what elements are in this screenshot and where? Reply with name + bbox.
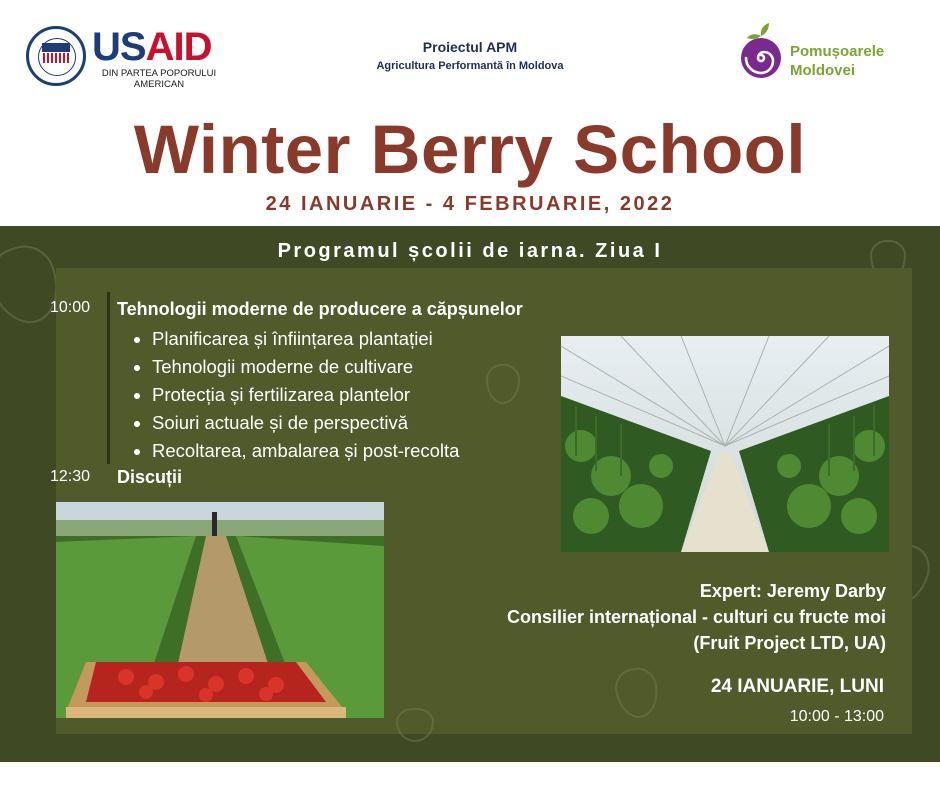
project-title: Proiectul APM [422, 39, 518, 55]
program-heading: Programul școlii de iarna. Ziua I [277, 240, 663, 262]
berry-spiral-logo-icon [738, 22, 784, 80]
strawberry-outline-icon [486, 364, 520, 404]
expert-company: (Fruit Project LTD, UA) [693, 633, 886, 653]
project-subtitle: Agricultura Performantă în Moldova [376, 60, 564, 72]
usaid-wordmark: USAID [92, 25, 212, 69]
greenhouse-photo [561, 336, 889, 552]
footer-strip [0, 762, 940, 788]
session-topics-list [120, 325, 459, 465]
list-item: • Planificarea și înființarea plantației [152, 325, 459, 353]
usaid-seal-logo [26, 26, 86, 86]
project-apm-label [340, 38, 600, 74]
list-item: • Soiuri actuale și de perspectivă [152, 409, 459, 437]
header [0, 0, 940, 226]
list-item: • Protecția și fertilizarea plantelor [152, 381, 459, 409]
event-hours: 10:00 - 13:00 [789, 708, 884, 725]
session-time: 10:00 [50, 299, 91, 316]
session-title: Tehnologii moderne de producere a căpșunelor [117, 299, 523, 319]
partner-logo-text: Pomușoarele Moldovei [790, 43, 885, 79]
strawberry-outline-icon [612, 665, 662, 722]
usaid-subtitle: DIN PARTEA POPORULUI AMERICAN [101, 68, 217, 90]
event-day: 24 IANUARIE, LUNI [710, 676, 884, 697]
strawberry-field-photo [56, 502, 384, 718]
session-title: Discuții [117, 467, 183, 487]
session-time: 12:30 [50, 468, 91, 485]
expert-role: Consilier internațional - culturi cu fructe moi [506, 607, 886, 627]
expert-info [507, 578, 886, 656]
timeline-divider [107, 292, 110, 464]
expert-name: Expert: Jeremy Darby [699, 581, 886, 601]
event-title: Winter Berry School [133, 111, 807, 188]
list-item: • Recoltarea, ambalarea și post-recolta [152, 437, 459, 465]
event-dates: 24 IANUARIE - 4 FEBRUARIE, 2022 [265, 193, 675, 215]
list-item: • Tehnologii moderne de cultivare [152, 353, 459, 381]
